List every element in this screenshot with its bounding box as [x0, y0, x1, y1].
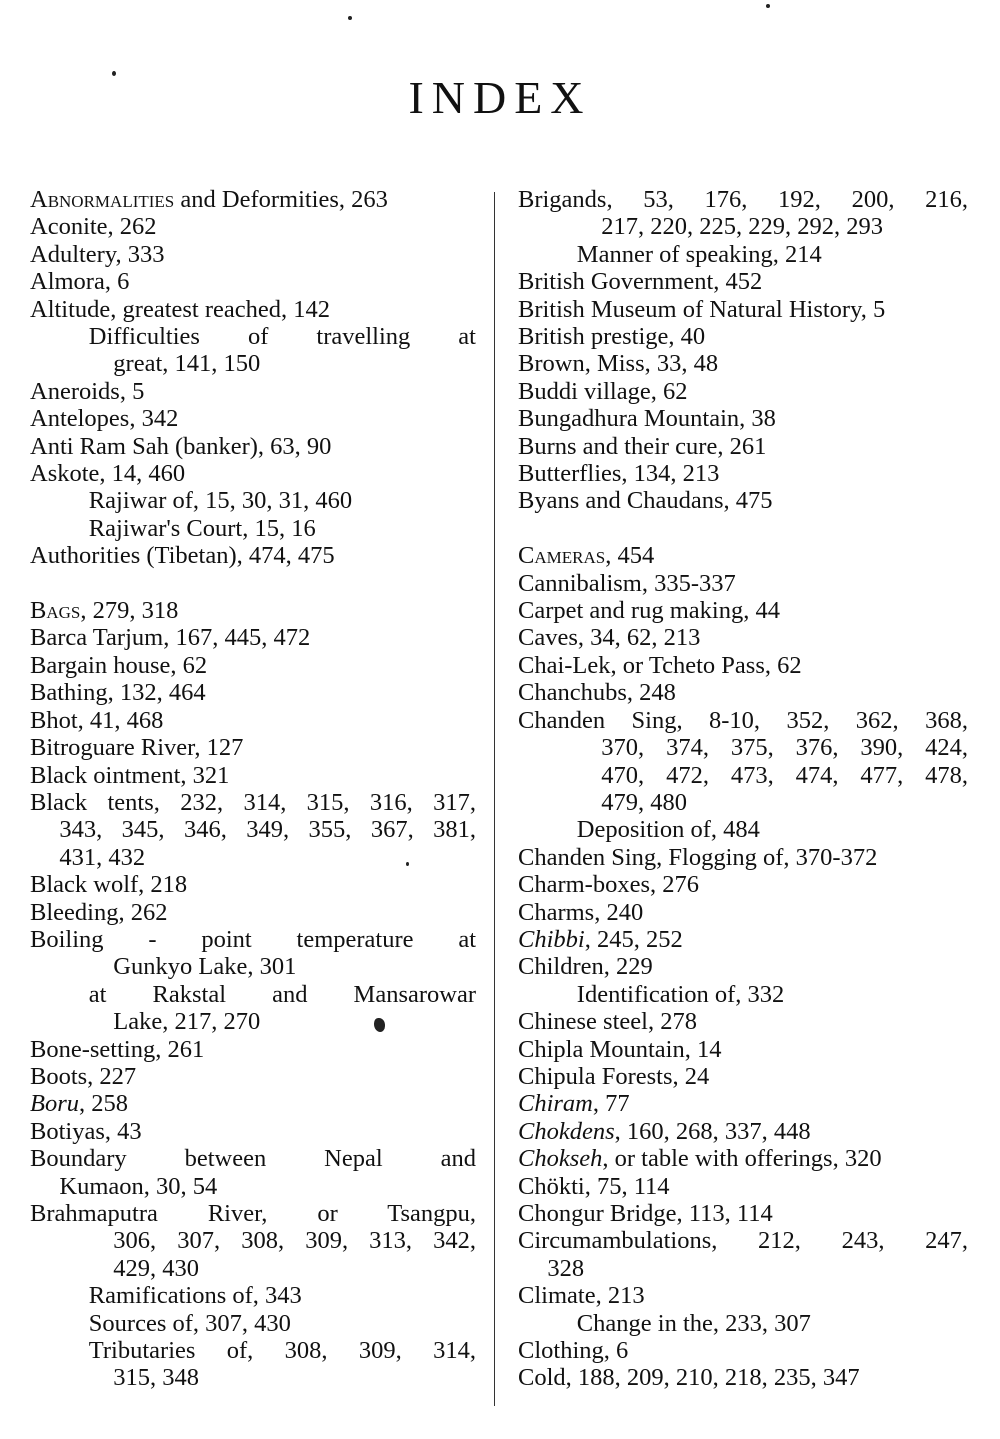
index-entry: Black ointment, 321 — [30, 761, 230, 789]
index-entry: Adultery, 333 — [30, 240, 165, 268]
index-entry: 343, 345, 346, 349, 355, 367, 381, — [59, 816, 476, 844]
index-entry: Gunkyo Lake, 301 — [113, 953, 297, 981]
index-entry: Sources of, 307, 430 — [88, 1309, 291, 1337]
index-entry: Difficulties of travelling at — [88, 323, 476, 351]
index-column-left — [30, 186, 476, 1392]
index-entry: Bitroguare River, 127 — [30, 734, 244, 762]
index-entry: Burns and their cure, 261 — [518, 432, 767, 460]
index-entry-term: Chiram — [518, 1090, 593, 1118]
index-entry — [518, 542, 968, 569]
index-entry: Change in the, 233, 307 — [576, 1309, 811, 1337]
index-entry: 306, 307, 308, 309, 313, 342, — [113, 1227, 476, 1255]
index-entry-pages: and Deformities, 263 — [174, 186, 388, 213]
index-entry: British Government, 452 — [518, 268, 763, 296]
index-entry: Altitude, greatest reached, 142 — [30, 295, 331, 323]
index-entry: Charms, 240 — [518, 898, 644, 926]
index-entry: Manner of speaking, 214 — [576, 240, 822, 268]
index-entry: Black wolf, 218 — [30, 871, 188, 899]
index-entry: Bhot, 41, 468 — [30, 706, 164, 734]
index-entry: great, 141, 150 — [113, 350, 261, 378]
letter-section-gap — [518, 515, 968, 542]
index-entry: Identification of, 332 — [576, 980, 785, 1008]
index-entry: Anti Ram Sah (banker), 63, 90 — [30, 432, 332, 460]
index-entry-pages: , 258 — [79, 1090, 128, 1118]
index-entry: Buddi village, 62 — [518, 377, 688, 405]
index-entry: 429, 430 — [113, 1254, 200, 1282]
index-entry: British prestige, 40 — [518, 323, 706, 351]
index-entry-pages: , 454 — [605, 542, 655, 570]
index-entry-pages: , 77 — [592, 1090, 630, 1118]
index-entry: Boundary between Nepal and — [30, 1145, 476, 1173]
index-entry: Kumaon, 30, 54 — [59, 1172, 218, 1200]
index-entry: Clothing, 6 — [518, 1337, 629, 1365]
index-entry — [518, 1090, 968, 1117]
index-entry: Bungadhura Mountain, 38 — [518, 405, 776, 433]
index-entry: Chökti, 75, 114 — [518, 1172, 670, 1200]
index-entry-term: Chokdens — [518, 1117, 615, 1145]
index-entry: at Rakstal and Mansarowar — [88, 980, 476, 1008]
index-entry: Rajiwar's Court, 15, 16 — [88, 514, 316, 542]
index-entry: 370, 374, 375, 376, 390, 424, — [601, 734, 968, 762]
index-entry: Chipla Mountain, 14 — [518, 1035, 722, 1063]
letter-section-gap — [30, 570, 476, 597]
speck-mark — [112, 71, 116, 76]
index-entry: Almora, 6 — [30, 268, 130, 296]
index-entry: Aconite, 262 — [30, 213, 157, 241]
index-entry: British Museum of Natural History, 5 — [518, 295, 886, 323]
index-entry: Brahmaputra River, or Tsangpu, — [30, 1200, 476, 1228]
index-entry: Botiyas, 43 — [30, 1117, 142, 1145]
index-entry: Tributaries of, 308, 309, 314, — [88, 1337, 476, 1365]
index-entry: Lake, 217, 270 — [113, 1008, 261, 1036]
index-entry-term: Boru — [30, 1090, 79, 1118]
index-entry: Boots, 227 — [30, 1062, 137, 1090]
index-entry: Ramifications of, 343 — [88, 1282, 302, 1310]
speck-mark — [766, 4, 770, 8]
speck-mark — [348, 16, 352, 20]
index-entry — [30, 186, 476, 213]
index-entry: Brigands, 53, 176, 192, 200, 216, — [518, 186, 968, 213]
index-entry: 470, 472, 473, 474, 477, 478, — [601, 761, 968, 789]
index-entry: Black tents, 232, 314, 315, 316, 317, — [30, 788, 476, 816]
index-entry: Chinese steel, 278 — [518, 1008, 697, 1036]
index-entry: 217, 220, 225, 229, 292, 293 — [601, 213, 884, 241]
index-column-right — [518, 186, 968, 1392]
index-entry-term: Bags — [30, 597, 81, 625]
index-entry-term: Abnormalities — [30, 186, 175, 213]
index-entry: Bargain house, 62 — [30, 651, 208, 679]
page-title: INDEX — [408, 71, 592, 123]
index-entry: Butterflies, 134, 213 — [518, 460, 720, 488]
index-entry-term: Chokseh — [518, 1145, 603, 1173]
index-entry — [518, 1118, 968, 1145]
index-entry: Cold, 188, 209, 210, 218, 235, 347 — [518, 1364, 860, 1392]
index-entry: Askote, 14, 460 — [30, 460, 186, 488]
column-divider — [494, 192, 495, 1406]
index-entry: Children, 229 — [518, 953, 653, 981]
index-entry: Chipula Forests, 24 — [518, 1062, 710, 1090]
index-entry: Caves, 34, 62, 213 — [518, 624, 701, 652]
index-entry: Chanchubs, 248 — [518, 679, 676, 707]
index-entry — [30, 597, 476, 624]
index-entry: Chanden Sing, 8-10, 352, 362, 368, — [518, 706, 968, 734]
index-entry — [518, 1145, 968, 1172]
index-entry: Circumambulations, 212, 243, 247, — [518, 1227, 968, 1255]
index-entry: 431, 432 — [59, 843, 146, 871]
index-entry: Byans and Chaudans, 475 — [518, 487, 773, 515]
index-entry-term: Cameras — [518, 542, 606, 570]
index-entry: 479, 480 — [601, 788, 688, 816]
index-entry: Chai-Lek, or Tcheto Pass, 62 — [518, 651, 802, 679]
index-entry: 328 — [547, 1254, 585, 1282]
index-entry: Antelopes, 342 — [30, 405, 179, 433]
index-entry: Bone-setting, 261 — [30, 1035, 205, 1063]
index-entry: Climate, 213 — [518, 1282, 645, 1310]
index-entry: Aneroids, 5 — [30, 377, 145, 405]
index-entry: Authorities (Tibetan), 474, 475 — [30, 542, 335, 570]
index-entry-pages: , 245, 252 — [584, 925, 683, 953]
index-entry: Chongur Bridge, 113, 114 — [518, 1200, 773, 1228]
index-entry-pages: , 160, 268, 337, 448 — [614, 1117, 811, 1145]
index-entry-term: Chibbi — [518, 925, 585, 953]
index-entry — [30, 1090, 476, 1117]
index-entry: Bleeding, 262 — [30, 898, 168, 926]
index-entry-pages: , or table with offerings, 320 — [602, 1145, 882, 1173]
index-entry: Barca Tarjum, 167, 445, 472 — [30, 624, 311, 652]
index-entry: Chanden Sing, Flogging of, 370-372 — [518, 843, 878, 871]
index-entry: Charm-boxes, 276 — [518, 871, 699, 899]
index-entry: Carpet and rug making, 44 — [518, 597, 780, 625]
index-entry: Deposition of, 484 — [576, 816, 760, 844]
index-entry: Boiling - point temperature at — [30, 925, 476, 953]
index-entry: Rajiwar of, 15, 30, 31, 460 — [88, 487, 353, 515]
index-entry-pages: , 279, 318 — [80, 597, 179, 625]
index-entry: Cannibalism, 335-337 — [518, 569, 736, 597]
index-entry: 315, 348 — [113, 1364, 200, 1392]
index-entry: Brown, Miss, 33, 48 — [518, 350, 719, 378]
index-entry — [518, 926, 968, 953]
index-entry: Bathing, 132, 464 — [30, 679, 206, 707]
